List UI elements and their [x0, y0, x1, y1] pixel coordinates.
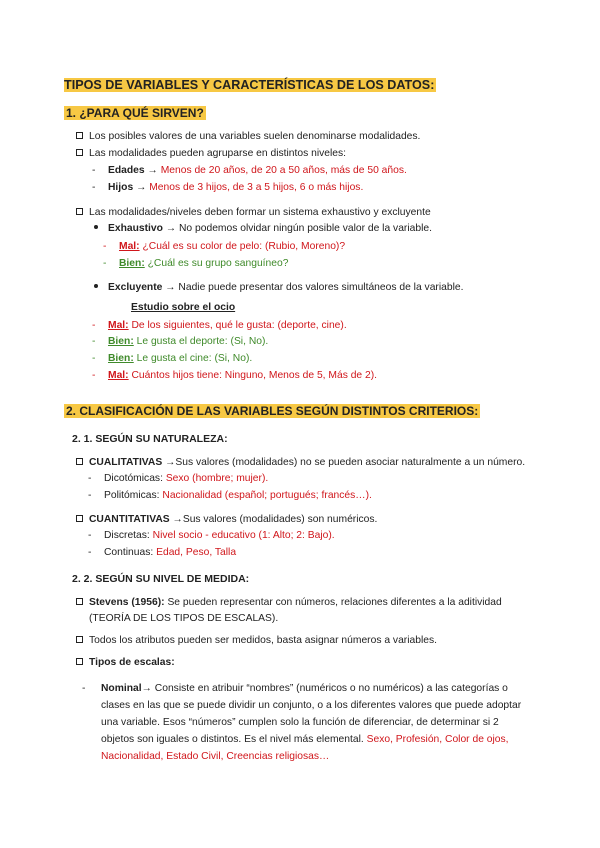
list-item: Las modalidades/niveles deben formar un sistema exhaustivo y excluyente [76, 206, 431, 220]
example-bien: - Bien: Le gusta el cine: (Si, No). [92, 353, 253, 364]
document-title: TIPOS DE VARIABLES Y CARACTERÍSTICAS DE LOS DATOS: [64, 78, 435, 92]
checkbox-bullet-icon [76, 636, 83, 643]
list-item: - Discretas: Nivel socio - educativo (1: Alto; 2: Bajo). [88, 530, 335, 541]
checkbox-bullet-icon [76, 598, 83, 605]
list-item: - Politómicas: Nacionalidad (español; portugués; francés…). [88, 490, 372, 501]
nominal-line-4: objetos son iguales o distintos. Es el nivel más elemental. Sexo, Profesión, Color de ojos, [101, 734, 509, 745]
section-1-heading: 1. ¿PARA QUÉ SIRVEN? [66, 106, 204, 120]
list-item: - Dicotómicas: Sexo (hombre; mujer). [88, 473, 269, 484]
list-item: - Hijos → Menos de 3 hijos, de 3 a 5 hijos, 6 o más hijos. [92, 182, 364, 193]
example-bien: - Bien: Le gusta el deporte: (Si, No). [92, 336, 269, 347]
list-item: Tipos de escalas: [76, 656, 175, 670]
arrow-icon: → [147, 165, 158, 176]
subsection-heading: 2. 1. SEGÚN SU NATURALEZA: [72, 433, 228, 445]
list-item: Todos los atributos pueden ser medidos, basta asignar números a variables. [76, 634, 437, 648]
list-item: Los posibles valores de una variables suelen denominarse modalidades. [76, 130, 420, 144]
arrow-icon: → [165, 282, 176, 293]
example-mal: - Mal: De los siguientes, qué le gusta: (deporte, cine). [92, 320, 347, 331]
list-item: CUALITATIVAS →Sus valores (modalidades) no se pueden asociar naturalmente a un número. [76, 456, 525, 470]
arrow-icon: → [136, 182, 147, 193]
section-2-heading: 2. CLASIFICACIÓN DE LAS VARIABLES SEGÚN DISTINTOS CRITERIOS: [66, 404, 479, 418]
checkbox-bullet-icon [76, 132, 83, 139]
list-item: - Edades → Menos de 20 años, de 20 a 50 años, más de 50 años. [92, 165, 407, 176]
list-item: - Continuas: Edad, Peso, Talla [88, 547, 237, 558]
checkbox-bullet-icon [76, 515, 83, 522]
bullet-icon [94, 225, 98, 229]
example-subheading: Estudio sobre el ocio [131, 302, 236, 313]
checkbox-bullet-icon [76, 658, 83, 665]
list-dash: - [82, 683, 86, 694]
list-item: Stevens (1956): Se pueden representar con números, relaciones diferentes a la aditividad [76, 596, 502, 610]
arrow-icon: → [165, 223, 177, 234]
arrow-icon: → [172, 514, 183, 525]
list-item: Las modalidades pueden agruparse en distintos niveles: [76, 147, 346, 161]
bullet-icon [94, 284, 98, 288]
nominal-line-1: Nominal→ Consiste en atribuir “nombres” (numéricos o no numéricos) a las categorías o [101, 683, 508, 694]
subsection-heading: 2. 2. SEGÚN SU NIVEL DE MEDIDA: [72, 573, 250, 585]
example-mal: - Mal: Cuántos hijos tiene: Ninguno, Menos de 5, Más de 2). [92, 370, 378, 381]
list-item: Excluyente → Nadie puede presentar dos valores simultáneos de la variable. [94, 281, 463, 295]
list-item-continuation: (TEORÍA DE LOS TIPOS DE ESCALAS). [89, 613, 279, 624]
list-item: CUANTITATIVAS →Sus valores (modalidades) son numéricos. [76, 513, 377, 527]
nominal-line-2: clases en las que se puede dividir un conjunto, o a los diferentes valores que puede adoptar [101, 700, 522, 711]
nominal-line-5: Nacionalidad, Estado Civil, Creencias religiosas… [101, 751, 330, 762]
arrow-icon: → [141, 683, 152, 694]
list-item: Exhaustivo → No podemos olvidar ningún posible valor de la variable. [94, 222, 432, 236]
checkbox-bullet-icon [76, 208, 83, 215]
checkbox-bullet-icon [76, 458, 83, 465]
checkbox-bullet-icon [76, 149, 83, 156]
nominal-line-3: una variable. Esos “números” cumplen solo la función de diferenciar, de determinar si 2 [101, 717, 499, 728]
example-mal: - Mal: ¿Cuál es su color de pelo: (Rubio, Moreno)? [103, 241, 346, 252]
arrow-icon: → [165, 457, 176, 468]
example-bien: - Bien: ¿Cuál es su grupo sanguíneo? [103, 258, 289, 269]
